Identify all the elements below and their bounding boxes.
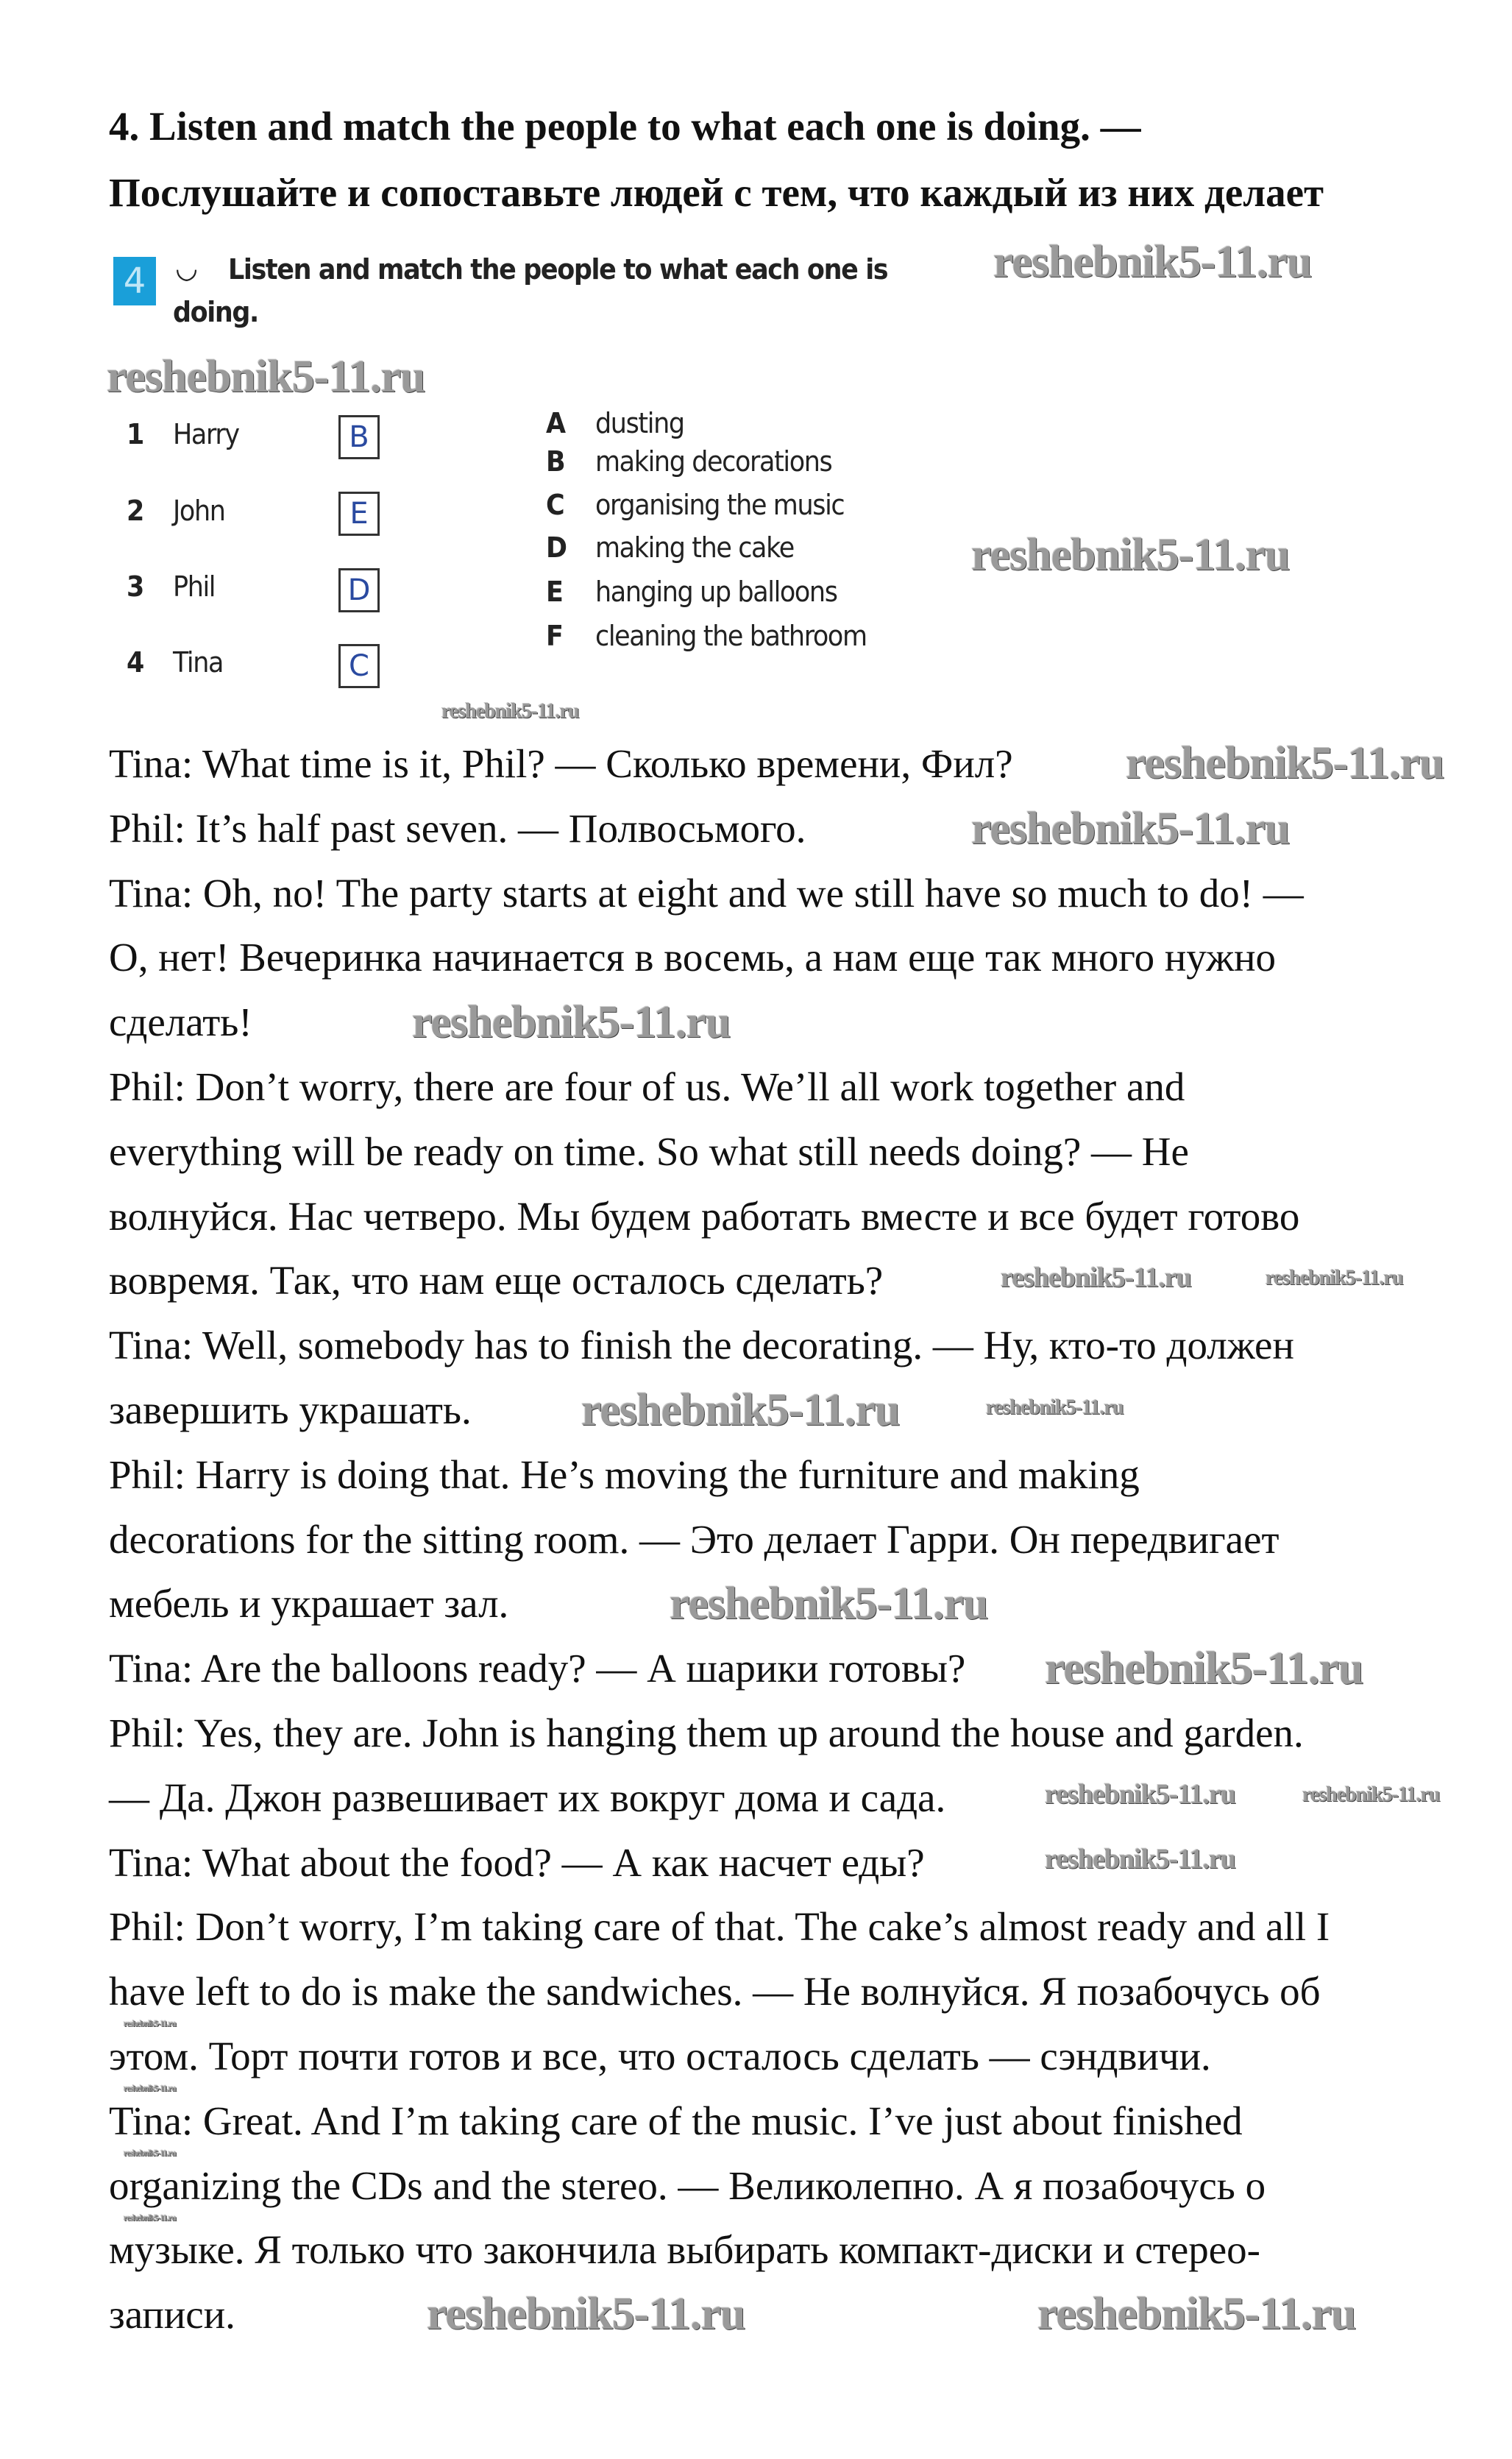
watermark: reshebnik5-11.ru [1045,1644,1363,1694]
watermark: reshebnik5-11.ru [124,2083,176,2093]
heading-english: 4. Listen and match the people to what each one is doing. — [109,104,1141,149]
instruction-line-1: Listen and match the people to what each one is [228,253,888,286]
dialogue-line: Phil: Don’t worry, there are four of us. We’ll all work together and [109,1064,1185,1109]
person-name: John [173,495,225,527]
dialogue-line: organizing the CDs and the stereo. — Великолепно. А я позабочусь о [109,2162,1266,2208]
watermark: reshebnik5-11.ru [581,1385,900,1435]
dialogue-line: этом. Торт почти готов и все, что осталось сделать — сэндвичи. [109,2034,1211,2078]
person-number: 1 [127,418,143,450]
dialogue-line: Tina: Are the balloons ready? — А шарики готовы? [109,1646,966,1691]
dialogue-line: Tina: What about the food? — А как насчет еды? [109,1839,925,1885]
exercise-number-badge: 4 [113,257,156,305]
watermark: reshebnik5-11.ru [1045,1844,1235,1875]
option-letter: F [546,620,563,652]
dialogue-line: — Да. Джон развешивает их вокруг дома и сада. [109,1775,946,1820]
person-name: Harry [173,418,239,450]
dialogue-line: Phil: It’s half past seven. — Полвосьмого. [109,805,806,851]
dialogue-line: have left to do is make the sandwiches. — Не волнуйся. Я позабочусь об [109,1969,1321,2014]
dialogue-line: завершить украшать. [109,1387,472,1432]
dialogue-line: записи. [109,2292,235,2338]
option-text: making the cake [595,531,794,564]
option-letter: A [546,407,565,439]
dialogue-line: волнуйся. Нас четверо. Мы будем работать вместе и все будет готово [109,1193,1300,1239]
watermark: reshebnik5-11.ru [1302,1783,1440,1806]
dialogue-line: Tina: Oh, no! The party starts at eight and we still have so much to do! — [109,870,1304,916]
watermark: reshebnik5-11.ru [1126,738,1444,788]
person-name: Tina [173,646,224,679]
dialogue-line: decorations for the sitting room. — Это делает Гарри. Он передвигает [109,1516,1279,1562]
answer-box[interactable]: E [338,492,380,536]
audio-icon: ◟◞ [177,251,196,285]
watermark: reshebnik5-11.ru [670,1579,988,1629]
dialogue-line: сделать! [109,999,252,1045]
option-letter: E [546,576,563,608]
option-letter: B [546,445,565,478]
answer-box[interactable]: B [338,415,380,459]
dialogue-line: музыке. Я только что закончила выбирать компакт-диски и стерео- [109,2227,1260,2273]
heading-russian: Послушайте и сопоставьте людей с тем, что каждый из них делает [109,170,1324,215]
dialogue-line: Phil: Don’t worry, I’m taking care of that. The cake’s almost ready and all I [109,1904,1330,1950]
watermark: reshebnik5-11.ru [441,700,579,723]
dialogue-line: Tina: Great. And I’m taking care of the music. I’ve just about finished [109,2098,1243,2143]
option-text: hanging up balloons [595,576,837,608]
dialogue-line: О, нет! Вечеринка начинается в восемь, а нам еще так много нужно [109,935,1277,980]
person-number: 2 [127,495,143,527]
person-number: 3 [127,570,143,603]
dialogue-line: Phil: Harry is doing that. He’s moving the furniture and making [109,1451,1140,1497]
dialogue-line: Phil: Yes, they are. John is hanging them up around the house and garden. [109,1710,1304,1755]
option-text: dusting [595,407,684,439]
watermark: reshebnik5-11.ru [986,1396,1124,1419]
option-letter: D [546,531,567,564]
watermark: reshebnik5-11.ru [1037,2289,1356,2339]
option-text: making decorations [595,445,832,478]
watermark: reshebnik5-11.ru [1266,1267,1403,1289]
watermark: reshebnik5-11.ru [1001,1262,1191,1293]
dialogue-line: вовремя. Так, что нам еще осталось сделать? [109,1258,884,1303]
watermark: reshebnik5-11.ru [412,997,731,1047]
watermark: reshebnik5-11.ru [124,2212,176,2223]
option-text: organising the music [595,489,845,521]
watermark: reshebnik5-11.ru [107,352,425,402]
option-letter: C [546,489,564,521]
watermark: reshebnik5-11.ru [1045,1779,1235,1810]
person-number: 4 [127,646,143,679]
watermark: reshebnik5-11.ru [427,2289,745,2339]
option-text: cleaning the bathroom [595,620,867,652]
watermark: reshebnik5-11.ru [124,2018,176,2028]
person-name: Phil [173,570,216,603]
instruction-line-2: doing. [173,296,258,328]
answer-box[interactable]: D [338,568,380,612]
watermark: reshebnik5-11.ru [971,530,1290,580]
watermark: reshebnik5-11.ru [124,2148,176,2158]
dialogue-line: everything will be ready on time. So what still needs doing? — Не [109,1128,1189,1174]
answer-box[interactable]: C [338,644,380,688]
dialogue-line: Tina: Well, somebody has to finish the decorating. — Ну, кто-то должен [109,1323,1294,1368]
dialogue-line: мебель и украшает зал. [109,1581,509,1627]
watermark: reshebnik5-11.ru [993,237,1312,287]
dialogue-line: Tina: What time is it, Phil? — Сколько времени, Фил? [109,741,1013,786]
watermark: reshebnik5-11.ru [971,804,1290,854]
